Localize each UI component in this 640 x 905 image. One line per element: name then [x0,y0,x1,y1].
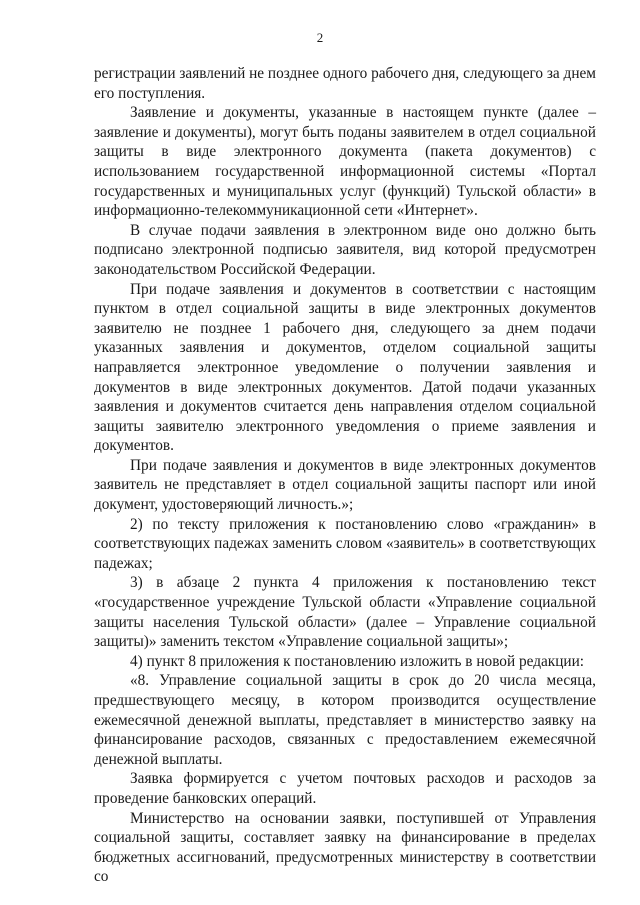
page-number: 2 [316,30,324,45]
paragraph-item-3: 3) в абзаце 2 пункта 4 приложения к постановлению текст «государственное учреждение Тульской области «Управление социальной защиты населения Тульской области» (далее – Управление социальной защиты)» заменить текстом «Управление социальной защиты»; [94,574,596,651]
paragraph-item-2: 2) по тексту приложения к постановлению слово «гражданин» в соответствующих падежах заменить словом «заявитель» в соответствующих падежах; [94,515,596,572]
paragraph-clause-8: «8. Управление социальной защиты в срок до 20 числа месяца, предшествующего месяцу, в котором производится осуществление ежемесячной денежной выплаты, представляет в министерство заявку на финансирование расходов, связанных с предоставлением ежемесячной денежной выплаты. [94,672,596,768]
document-body [94,64,596,887]
paragraph-passport-not-required: При подаче заявления и документов в виде электронных документов заявитель не представляет в отдел социальной защиты паспорт или иной документ, удостоверяющий личность.»; [94,456,596,514]
paragraph-ministry-financing: Министерство на основании заявки, поступившей от Управления социальной защиты, составляет заявку на финансирование в пределах бюджетных ассигнований, предусмотренных министерству в соответствии со [94,809,596,886]
paragraph-electronic-notification: При подаче заявления и документов в соответствии с настоящим пунктом в отдел социальной защиты в виде электронных документов заявителю не позднее 1 рабочего дня, следующего за днем подачи указанных заявления и документов, отделом социальной защиты направляется электронное уведомление о получении заявления и документов в виде электронных документов. Датой подачи указанных заявления и документов считается день направления отделом социальной защиты заявителю электронного уведомления о приеме заявления и документов. [94,280,596,455]
paragraph-electronic-submission: Заявление и документы, указанные в настоящем пункте (далее – заявление и документы), могут быть поданы заявителем в отдел социальной защиты в виде электронного документа (пакета документов) с использованием государственной информационной системы «Портал государственных и муниципальных услуг (функций) Тульской области» в информационно-телекоммуникационной сети «Интернет». [94,104,596,220]
paragraph-application-formation: Заявка формируется с учетом почтовых расходов и расходов за проведение банковских операций. [94,770,596,807]
paragraph-continuation: регистрации заявлений не позднее одного рабочего дня, следующего за днем его поступления. [94,65,596,102]
paragraph-electronic-signature: В случае подачи заявления в электронном виде оно должно быть подписано электронной подписью заявителя, вид которой предусмотрен законодательством Российской Федерации. [94,221,596,278]
paragraph-item-4: 4) пункт 8 приложения к постановлению изложить в новой редакции: [130,652,585,670]
